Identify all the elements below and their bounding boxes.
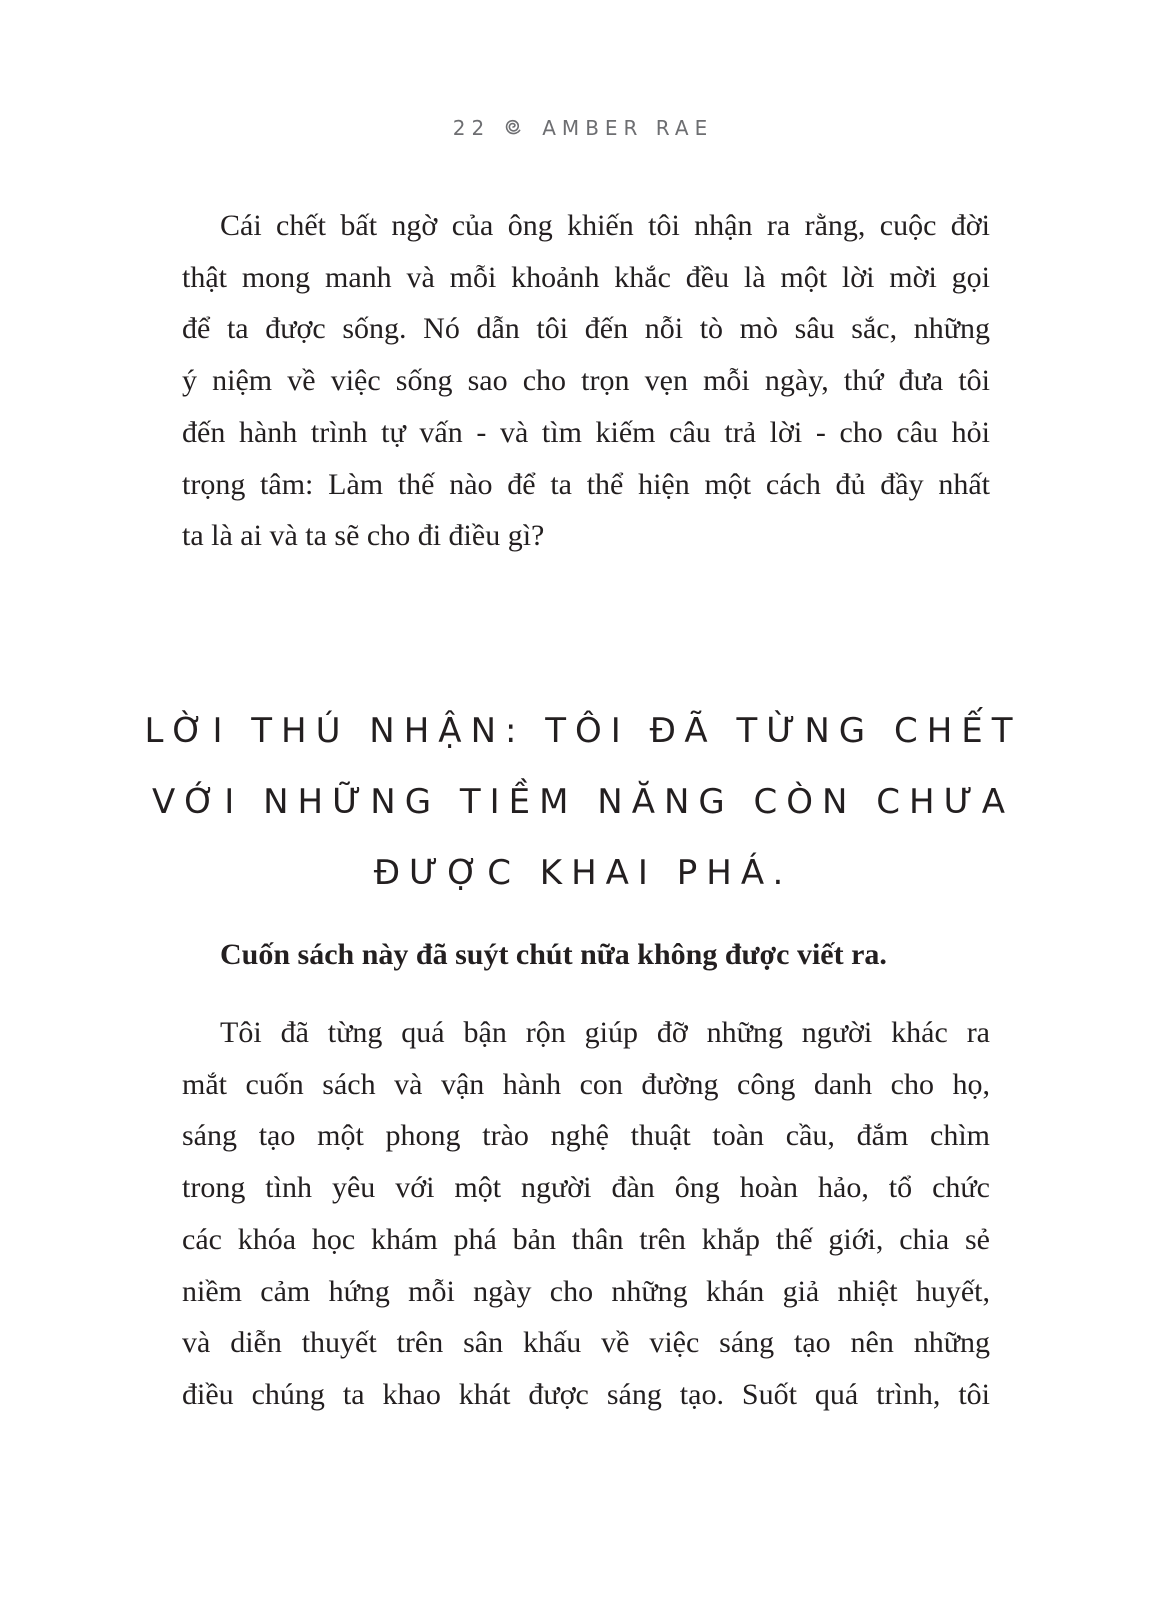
paragraph-line: và diễn thuyết trên sân khấu về việc sáng tạo nên những: [182, 1326, 990, 1360]
author-name: AMBER RAE: [542, 116, 714, 140]
spiral-icon: [502, 116, 524, 138]
paragraph-line: Tôi đã từng quá bận rộn giúp đỡ những người khác ra: [220, 1016, 990, 1049]
section-heading: [0, 696, 1166, 909]
heading-line: VỚI NHỮNG TIỀM NĂNG CÒN CHƯA: [151, 782, 1015, 822]
paragraph-line: Cái chết bất ngờ của ông khiến tôi nhận ra rằng, cuộc đời: [220, 209, 990, 242]
paragraph-line: để ta được sống. Nó dẫn tôi đến nỗi tò mò sâu sắc, những: [182, 312, 990, 346]
paragraph-line: đến hành trình tự vấn - và tìm kiếm câu trả lời - cho câu hỏi: [182, 415, 990, 449]
running-head: [0, 116, 1166, 140]
paragraph-line: thật mong manh và mỗi khoảnh khắc đều là một lời mời gọi: [182, 260, 990, 294]
lead-sentence: Cuốn sách này đã suýt chút nữa không được viết ra.: [220, 938, 887, 971]
heading-line: ĐƯỢC KHAI PHÁ.: [373, 853, 793, 893]
paragraph-line: điều chúng ta khao khát được sáng tạo. Suốt quá trình, tôi: [182, 1377, 990, 1411]
paragraph-line: ta là ai và ta sẽ cho đi điều gì?: [182, 519, 545, 553]
paragraph-line: trong tình yêu với một người đàn ông hoàn hảo, tổ chức: [182, 1171, 990, 1205]
page-number: 22: [452, 116, 491, 140]
paragraph-line: mắt cuốn sách và vận hành con đường công danh cho họ,: [182, 1067, 990, 1101]
paragraph-line: các khóa học khám phá bản thân trên khắp thế giới, chia sẻ: [182, 1222, 990, 1256]
paragraph-line: trọng tâm: Làm thế nào để ta thể hiện một cách đủ đầy nhất: [182, 467, 990, 501]
paragraph-2: [182, 1007, 990, 1421]
heading-line: LỜI THÚ NHẬN: TÔI ĐÃ TỪNG CHẾT: [144, 711, 1022, 751]
paragraph-line: niềm cảm hứng mỗi ngày cho những khán giả nhiệt huyết,: [182, 1274, 990, 1308]
paragraph-line: sáng tạo một phong trào nghệ thuật toàn cầu, đắm chìm: [182, 1119, 990, 1153]
paragraph-line: ý niệm về việc sống sao cho trọn vẹn mỗi ngày, thứ đưa tôi: [182, 364, 990, 398]
paragraph-1: [182, 200, 990, 562]
